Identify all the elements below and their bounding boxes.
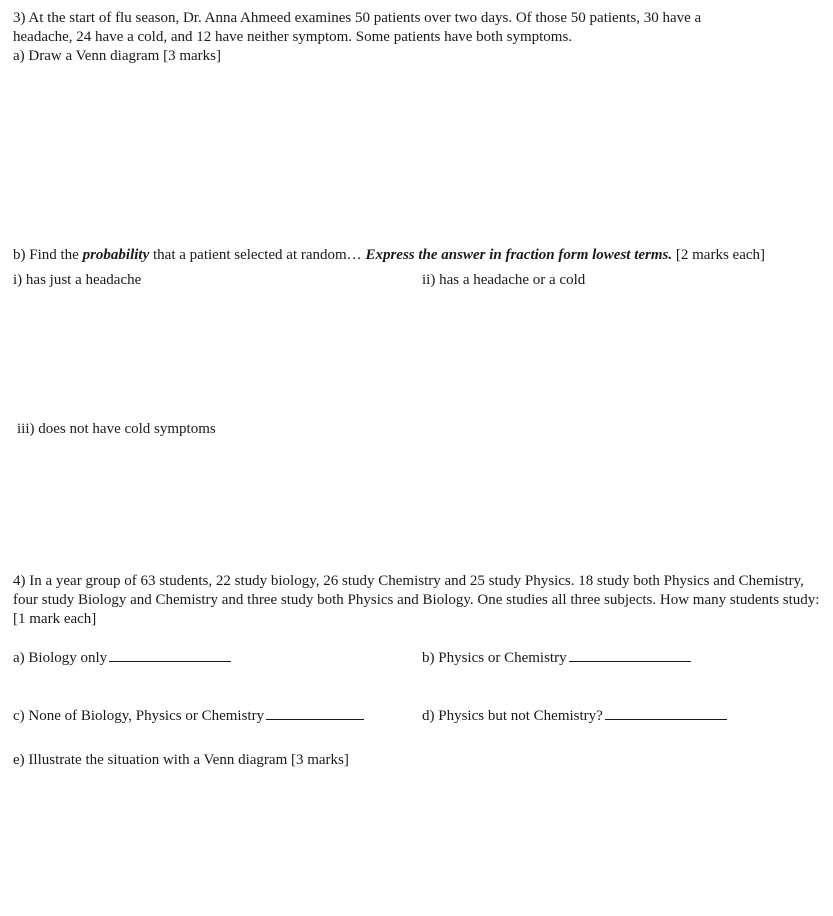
q3-part-a: a) Draw a Venn diagram [3 marks] — [13, 48, 221, 64]
q3-part-b-prefix: b) Find the — [13, 247, 83, 263]
q3-part-b-mid: that a patient selected at random… — [149, 247, 366, 263]
q4-part-a-row — [13, 648, 231, 668]
q3-part-b-marks: [2 marks each] — [672, 247, 766, 263]
q4-part-a: a) Biology only — [13, 650, 108, 666]
q3-part-b-ii: ii) has a headache or a cold — [422, 272, 586, 288]
q4-part-c-answer-line[interactable] — [266, 706, 364, 720]
q4-part-c-row — [13, 706, 364, 726]
q3-intro-line2: headache, 24 have a cold, and 12 have neither symptom. Some patients have both symptoms. — [13, 29, 573, 45]
q4-part-c: c) None of Biology, Physics or Chemistry — [13, 708, 265, 724]
q3-intro-line1: 3) At the start of flu season, Dr. Anna Ahmeed examines 50 patients over two days. Of those 50 patients, 30 have a — [13, 10, 702, 26]
q3-part-b-i: i) has just a headache — [13, 272, 142, 288]
q4-part-b: b) Physics or Chemistry — [422, 650, 567, 666]
q4-part-d: d) Physics but not Chemistry? — [422, 708, 603, 724]
q4-part-e: e) Illustrate the situation with a Venn diagram [3 marks] — [13, 752, 349, 768]
q4-part-d-row — [422, 706, 727, 726]
q3-part-b-emphasis-probability: probability — [82, 247, 150, 263]
q3-part-b-instructions — [13, 246, 765, 265]
q4-part-a-answer-line[interactable] — [109, 648, 231, 662]
q4-part-b-answer-line[interactable] — [569, 648, 691, 662]
q3-part-b-emphasis-fraction: Express the answer in fraction form lowest terms. — [365, 247, 673, 263]
q4-part-b-row — [422, 648, 691, 668]
q4-part-d-answer-line[interactable] — [605, 706, 727, 720]
q4-intro: 4) In a year group of 63 students, 22 study biology, 26 study Chemistry and 25 study Physics. 18 study both Physics and Chemistry, four study Biology and Chemistry and three study both Physics and Biology. One studies all three subjects. How many students study: [1 mark each] — [13, 573, 820, 627]
q3-part-b-iii: iii) does not have cold symptoms — [17, 421, 216, 437]
